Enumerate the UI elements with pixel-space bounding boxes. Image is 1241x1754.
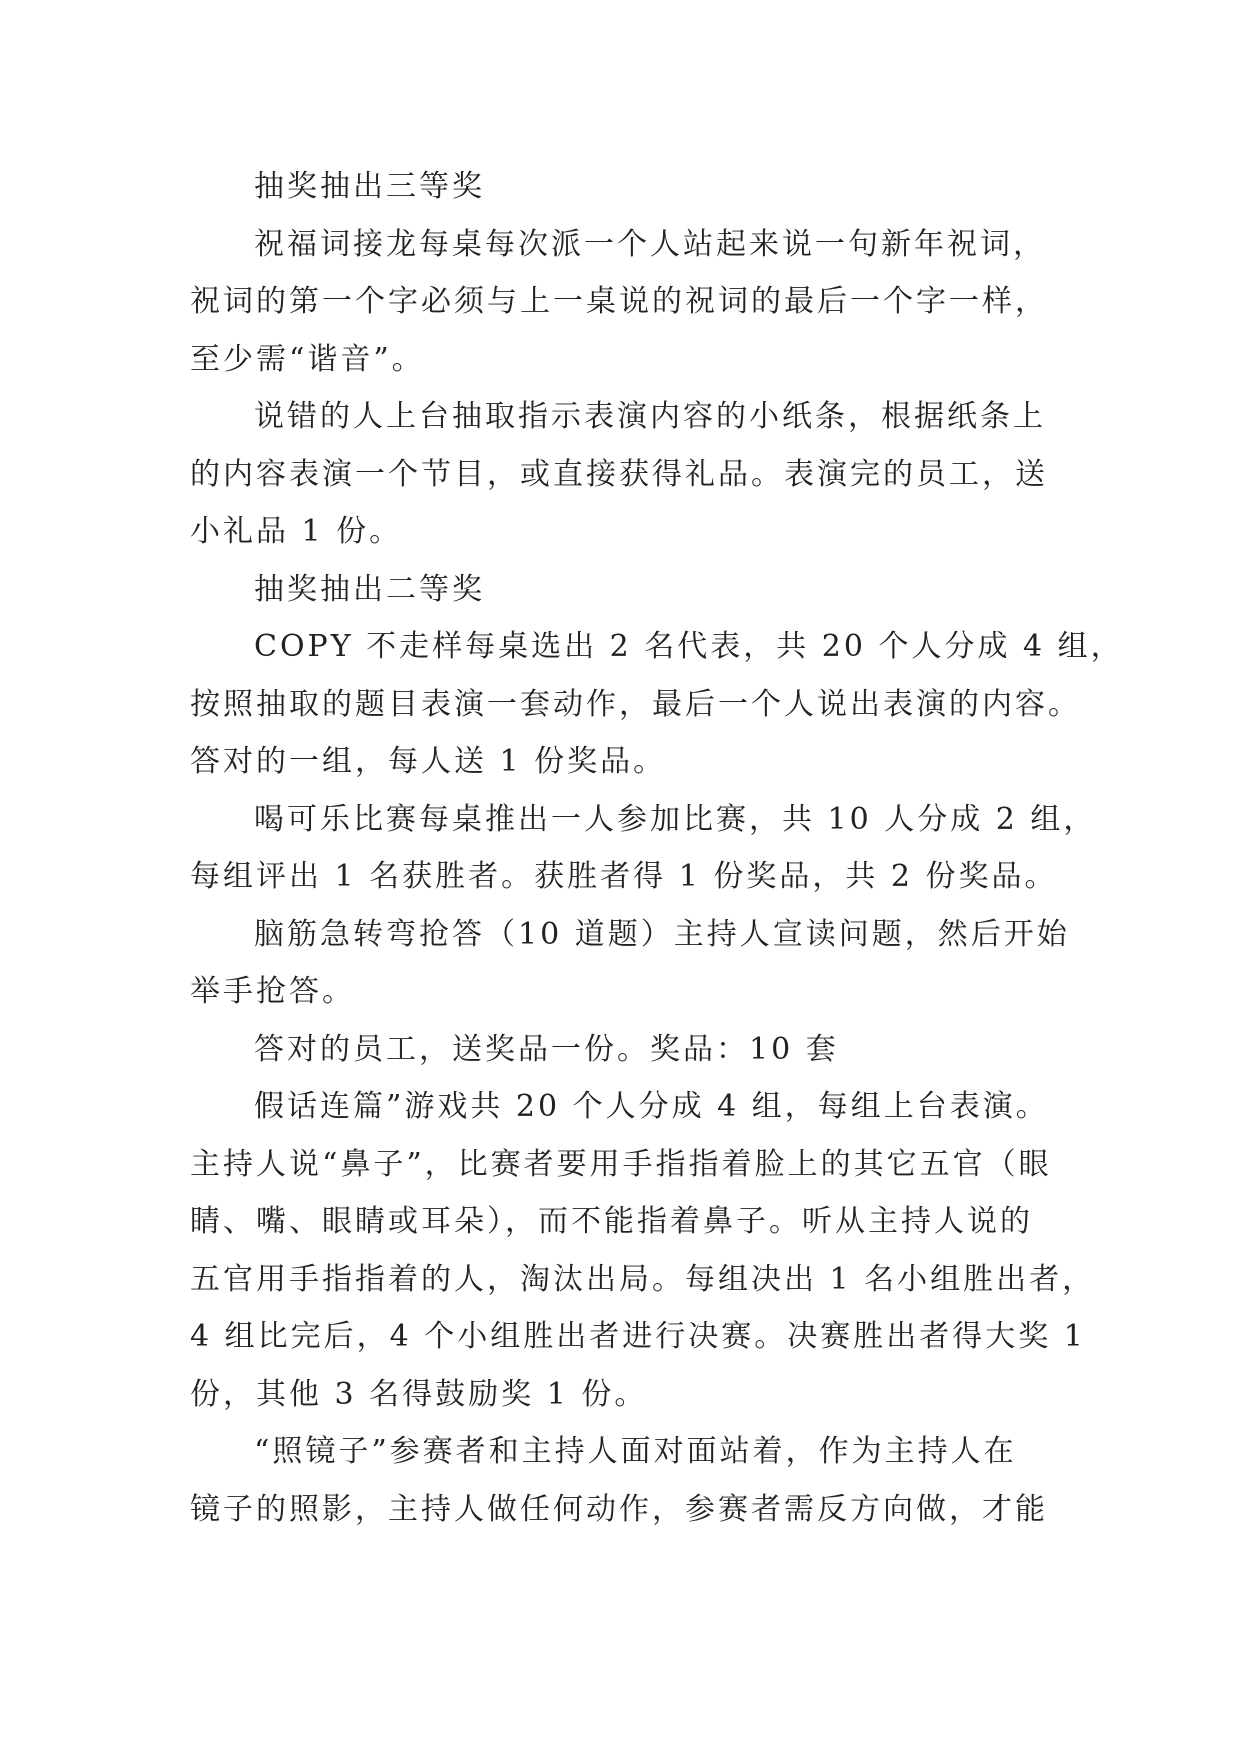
paragraph-second-prize-draw xyxy=(190,561,1070,619)
text-line: 五官用手指指着的人，淘汰出局。每组决出 1 名小组胜出者， xyxy=(190,1261,1096,1297)
paragraph-false-words-game xyxy=(190,1078,1096,1423)
text-line: 的内容表演一个节目，或直接获得礼品。表演完的员工，送 xyxy=(190,456,1048,492)
text-line: 按照抽取的题目表演一套动作，最后一个人说出表演的内容。 xyxy=(190,686,1081,722)
text-line: 答对的员工，送奖品一份。奖品：10 套 xyxy=(254,1031,839,1067)
text-line: 主持人说“鼻子”，比赛者要用手指指着脸上的其它五官（眼 xyxy=(190,1146,1052,1182)
text-line: 说错的人上台抽取指示表演内容的小纸条，根据纸条上 xyxy=(254,399,1046,434)
text-line: 喝可乐比赛每桌推出一人参加比赛，共 10 人分成 2 组， xyxy=(254,801,1097,837)
document-body xyxy=(190,158,1124,1538)
text-line: 祝福词接龙每桌每次派一个人站起来说一句新年祝词， xyxy=(254,226,1046,262)
text-line: 至少需“谐音”。 xyxy=(190,341,425,377)
text-line: 小礼品 1 份。 xyxy=(190,514,403,549)
text-line: 祝词的第一个字必须与上一桌说的祝词的最后一个字一样， xyxy=(190,284,1048,319)
text-line: 假话连篇”游戏共 20 个人分成 4 组，每组上台表演。 xyxy=(254,1089,1049,1124)
text-line: 答对的一组，每人送 1 份奖品。 xyxy=(190,744,667,779)
text-line: “照镜子”参赛者和主持人面对面站着，作为主持人在 xyxy=(254,1434,1017,1469)
text-line: 抽奖抽出二等奖 xyxy=(254,571,485,607)
text-line: 抽奖抽出三等奖 xyxy=(254,169,485,204)
paragraph-copy-game xyxy=(190,618,1124,791)
text-line: 睛、嘴、眼睛或耳朵），而不能指着鼻子。听从主持人说的 xyxy=(190,1204,1033,1239)
paragraph-brain-teaser xyxy=(190,906,1070,1021)
text-line: 脑筋急转弯抢答（10 道题）主持人宣读问题，然后开始 xyxy=(254,916,1070,952)
text-line: 镜子的照影，主持人做任何动作，参赛者需反方向做，才能 xyxy=(190,1491,1048,1527)
paragraph-third-prize-draw xyxy=(190,158,1070,216)
text-line: 每组评出 1 名获胜者。获胜者得 1 份奖品，共 2 份奖品。 xyxy=(190,859,1058,894)
text-line: 份，其他 3 名得鼓励奖 1 份。 xyxy=(190,1376,648,1412)
paragraph-mirror-game xyxy=(190,1423,1070,1538)
text-line: 举手抢答。 xyxy=(190,974,355,1009)
paragraph-cola-contest xyxy=(190,791,1097,906)
paragraph-blessing-relay xyxy=(190,216,1070,389)
text-line: 4 组比完后，4 个小组胜出者进行决赛。决赛胜出者得大奖 1 xyxy=(190,1319,1086,1354)
paragraph-wrong-answer-performance xyxy=(190,388,1070,561)
text-line: COPY 不走样每桌选出 2 名代表，共 20 个人分成 4 组， xyxy=(254,629,1124,664)
paragraph-prize-note xyxy=(190,1021,1070,1079)
